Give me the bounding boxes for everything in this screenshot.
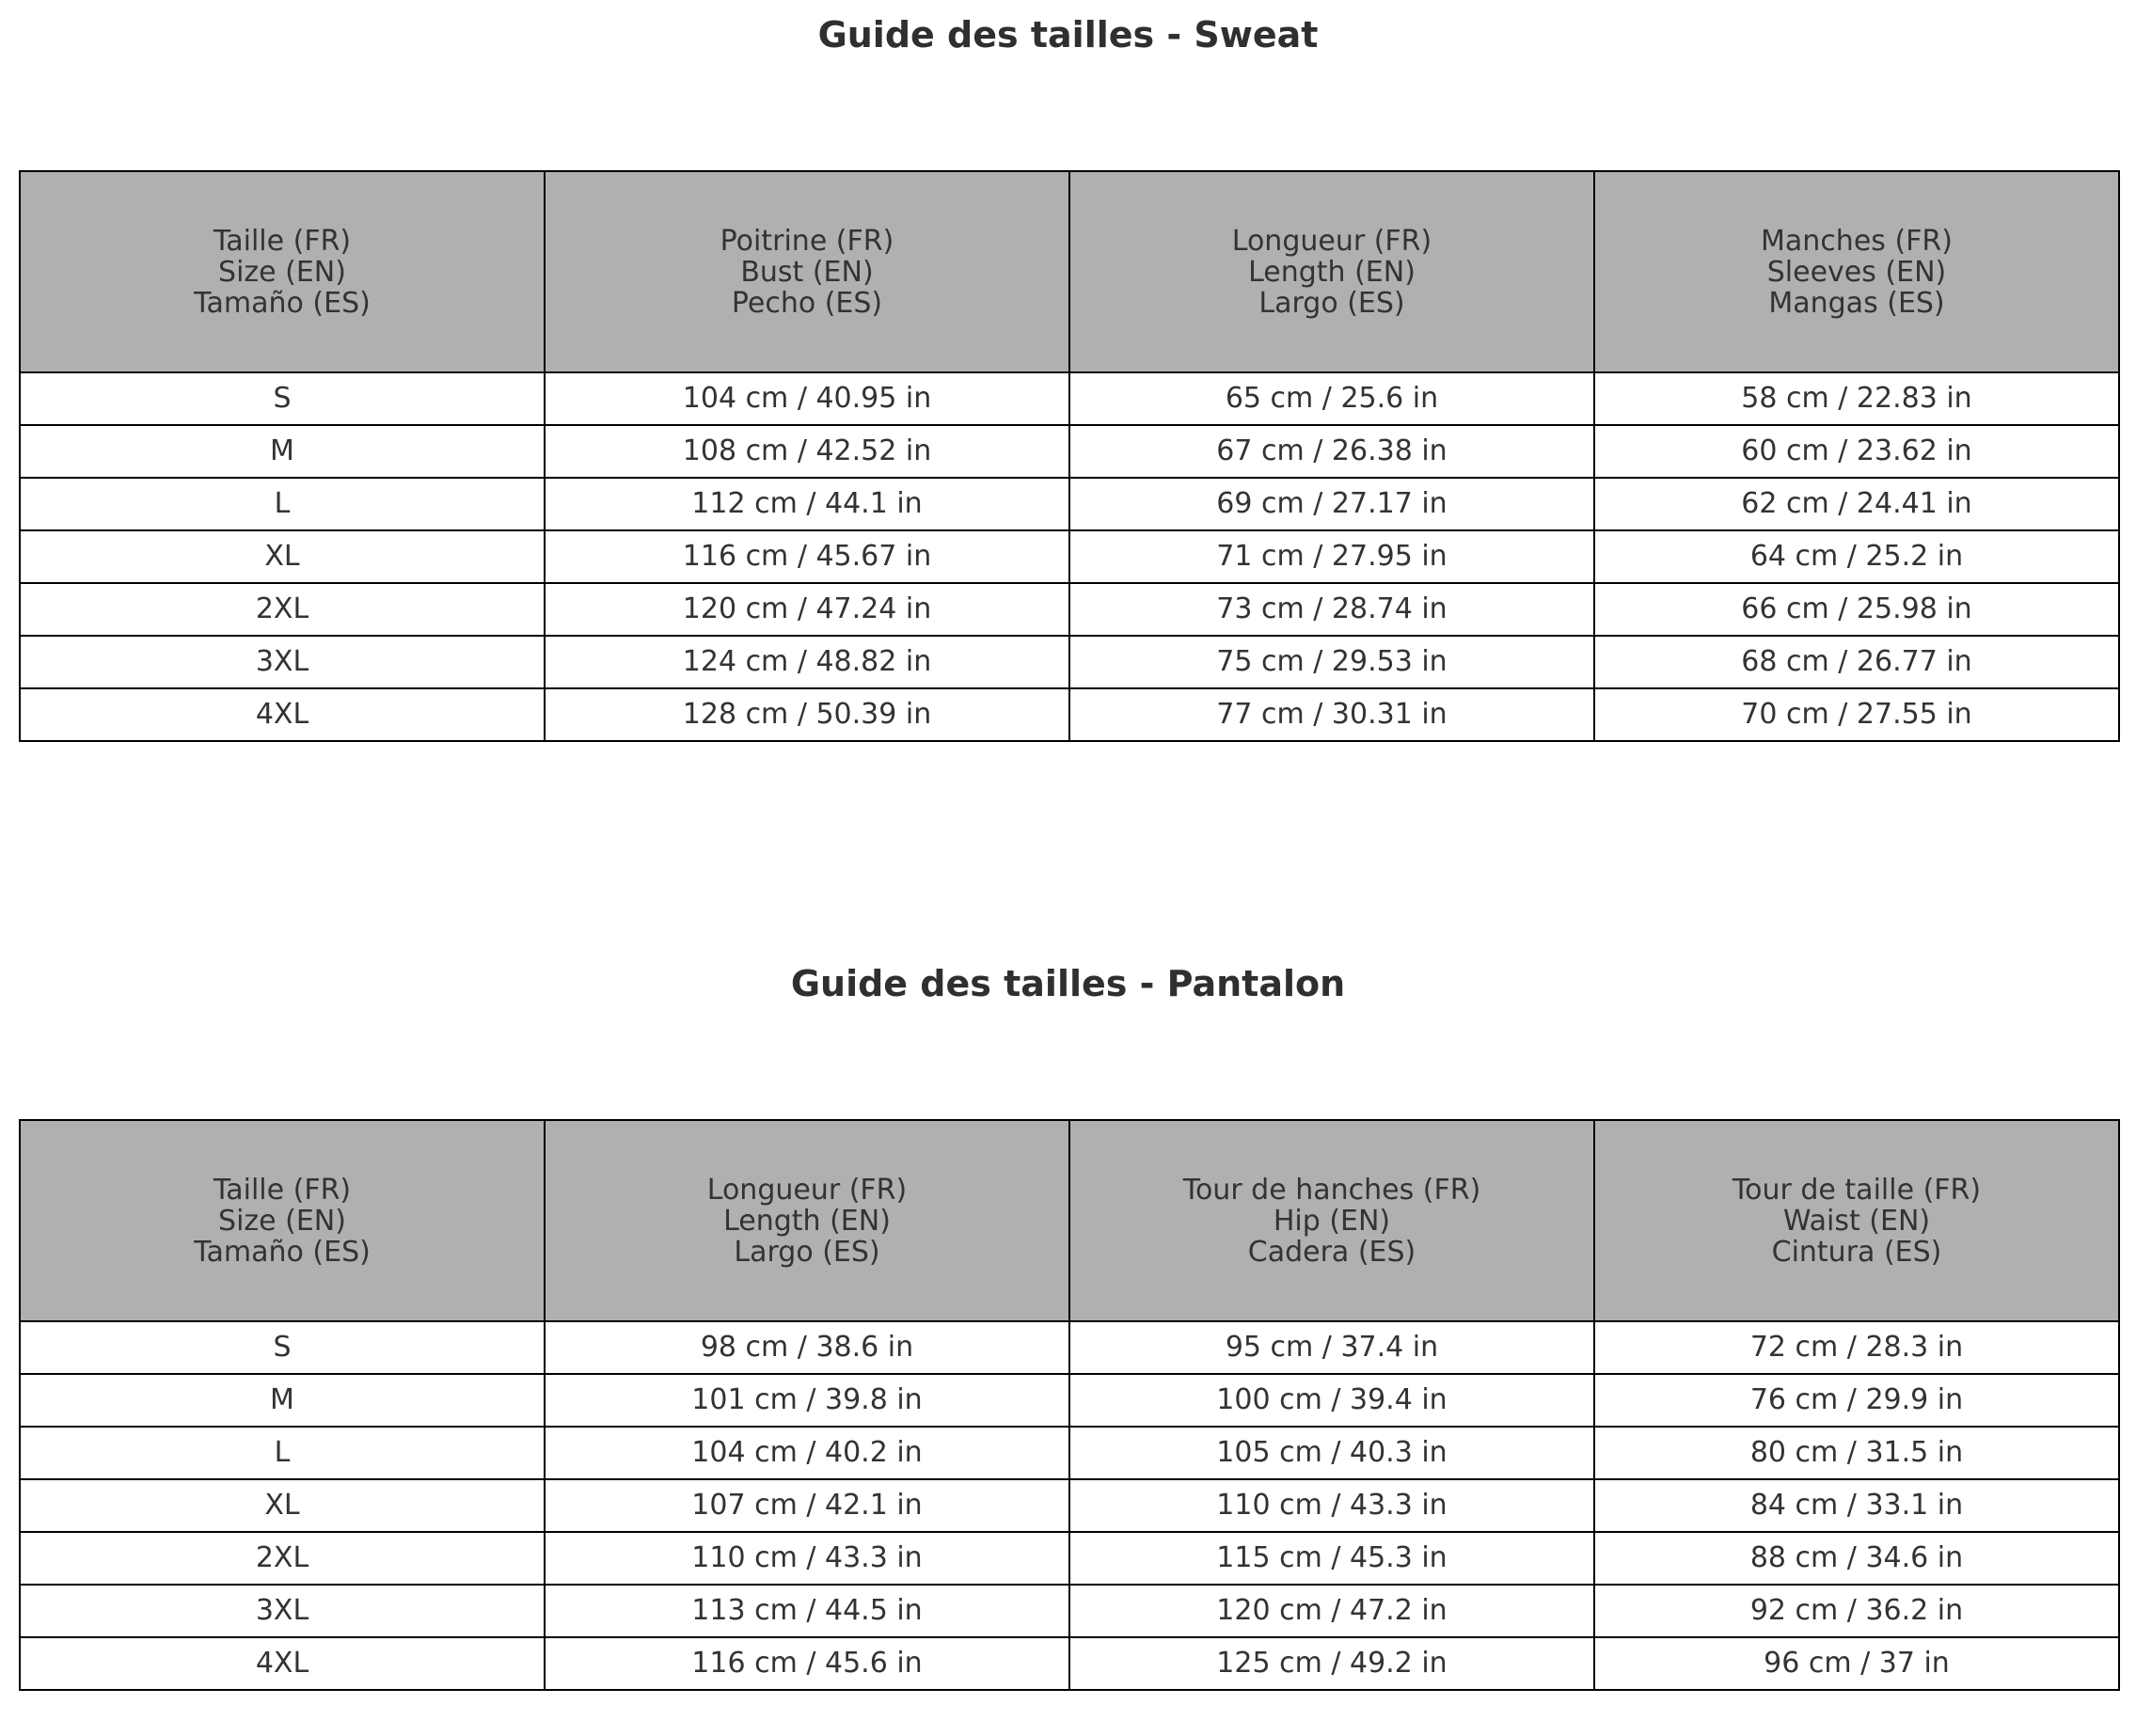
- measurement-cell: 110 cm / 43.3 in: [545, 1532, 1069, 1585]
- measurement-cell: 105 cm / 40.3 in: [1069, 1427, 1594, 1479]
- measurement-cell: 116 cm / 45.6 in: [545, 1637, 1069, 1690]
- measurement-cell: 128 cm / 50.39 in: [545, 688, 1069, 741]
- table-row: [20, 1637, 2119, 1690]
- measurement-cell: 116 cm / 45.67 in: [545, 530, 1069, 583]
- measurement-cell: 68 cm / 26.77 in: [1594, 636, 2119, 688]
- measurement-cell: 120 cm / 47.24 in: [545, 583, 1069, 636]
- measurement-cell: 71 cm / 27.95 in: [1069, 530, 1594, 583]
- size-cell: 2XL: [20, 1532, 545, 1585]
- table-row: [20, 425, 2119, 478]
- table-row: [20, 636, 2119, 688]
- column-header-line: Poitrine (FR): [720, 224, 894, 258]
- column-header-line: Cintura (ES): [1771, 1235, 1942, 1269]
- pantalon-table-title: Guide des tailles - Pantalon: [790, 963, 1346, 1004]
- table-row: [20, 688, 2119, 741]
- measurement-cell: 92 cm / 36.2 in: [1594, 1585, 2119, 1637]
- size-cell: 4XL: [20, 1637, 545, 1690]
- table-row: [20, 1427, 2119, 1479]
- column-header-line: Bust (EN): [740, 255, 874, 289]
- column-header-line: Length (EN): [1248, 255, 1416, 289]
- size-cell: 3XL: [20, 636, 545, 688]
- column-header-line: Hip (EN): [1273, 1204, 1391, 1238]
- column-header: [20, 1120, 545, 1321]
- column-header: [1069, 1120, 1594, 1321]
- column-header: [1069, 171, 1594, 372]
- measurement-cell: 60 cm / 23.62 in: [1594, 425, 2119, 478]
- measurement-cell: 84 cm / 33.1 in: [1594, 1479, 2119, 1532]
- column-header-line: Largo (ES): [1258, 286, 1405, 320]
- measurement-cell: 104 cm / 40.95 in: [545, 372, 1069, 425]
- measurement-cell: 62 cm / 24.41 in: [1594, 478, 2119, 530]
- measurement-cell: 70 cm / 27.55 in: [1594, 688, 2119, 741]
- measurement-cell: 108 cm / 42.52 in: [545, 425, 1069, 478]
- column-header: [1594, 1120, 2119, 1321]
- measurement-cell: 110 cm / 43.3 in: [1069, 1479, 1594, 1532]
- header-row: [20, 1120, 2119, 1321]
- column-header-line: Tour de hanches (FR): [1182, 1173, 1481, 1207]
- measurement-cell: 58 cm / 22.83 in: [1594, 372, 2119, 425]
- table-row: [20, 1532, 2119, 1585]
- column-header-line: Manches (FR): [1761, 224, 1953, 258]
- measurement-cell: 112 cm / 44.1 in: [545, 478, 1069, 530]
- measurement-cell: 65 cm / 25.6 in: [1069, 372, 1594, 425]
- size-cell: 2XL: [20, 583, 545, 636]
- table-row: [20, 583, 2119, 636]
- measurement-cell: 101 cm / 39.8 in: [545, 1374, 1069, 1427]
- measurement-cell: 120 cm / 47.2 in: [1069, 1585, 1594, 1637]
- column-header-line: Tamaño (ES): [194, 1235, 371, 1269]
- size-cell: M: [20, 425, 545, 478]
- size-cell: M: [20, 1374, 545, 1427]
- size-cell: L: [20, 1427, 545, 1479]
- size-cell: XL: [20, 1479, 545, 1532]
- table-row: [20, 1321, 2119, 1374]
- table-row: [20, 1479, 2119, 1532]
- column-header-line: Cadera (ES): [1247, 1235, 1416, 1269]
- size-cell: S: [20, 1321, 545, 1374]
- measurement-cell: 88 cm / 34.6 in: [1594, 1532, 2119, 1585]
- measurement-cell: 98 cm / 38.6 in: [545, 1321, 1069, 1374]
- table-row: [20, 372, 2119, 425]
- column-header-line: Longueur (FR): [1231, 224, 1432, 258]
- measurement-cell: 107 cm / 42.1 in: [545, 1479, 1069, 1532]
- measurement-cell: 64 cm / 25.2 in: [1594, 530, 2119, 583]
- measurement-cell: 113 cm / 44.5 in: [545, 1585, 1069, 1637]
- sweat-table-title: Guide des tailles - Sweat: [817, 14, 1319, 55]
- measurement-cell: 96 cm / 37 in: [1594, 1637, 2119, 1690]
- column-header-line: Mangas (ES): [1768, 286, 1945, 320]
- column-header-line: Size (EN): [218, 1204, 346, 1238]
- measurement-cell: 67 cm / 26.38 in: [1069, 425, 1594, 478]
- measurement-cell: 80 cm / 31.5 in: [1594, 1427, 2119, 1479]
- size-cell: 4XL: [20, 688, 545, 741]
- column-header: [20, 171, 545, 372]
- table-row: [20, 530, 2119, 583]
- measurement-cell: 77 cm / 30.31 in: [1069, 688, 1594, 741]
- column-header-line: Size (EN): [218, 255, 346, 289]
- measurement-cell: 95 cm / 37.4 in: [1069, 1321, 1594, 1374]
- measurement-cell: 76 cm / 29.9 in: [1594, 1374, 2119, 1427]
- column-header-line: Taille (FR): [213, 224, 352, 258]
- size-cell: 3XL: [20, 1585, 545, 1637]
- column-header: [545, 171, 1069, 372]
- size-cell: S: [20, 372, 545, 425]
- size-cell: XL: [20, 530, 545, 583]
- column-header: [1594, 171, 2119, 372]
- measurement-cell: 125 cm / 49.2 in: [1069, 1637, 1594, 1690]
- pantalon-size-table: [19, 1119, 2120, 1691]
- column-header-line: Sleeves (EN): [1766, 255, 1947, 289]
- column-header-line: Taille (FR): [213, 1173, 352, 1207]
- column-header-line: Length (EN): [723, 1204, 891, 1238]
- column-header-line: Waist (EN): [1782, 1204, 1931, 1238]
- table-row: [20, 1374, 2119, 1427]
- measurement-cell: 66 cm / 25.98 in: [1594, 583, 2119, 636]
- size-cell: L: [20, 478, 545, 530]
- measurement-cell: 124 cm / 48.82 in: [545, 636, 1069, 688]
- header-row: [20, 171, 2119, 372]
- measurement-cell: 73 cm / 28.74 in: [1069, 583, 1594, 636]
- column-header-line: Longueur (FR): [706, 1173, 908, 1207]
- measurement-cell: 100 cm / 39.4 in: [1069, 1374, 1594, 1427]
- column-header-line: Tamaño (ES): [194, 286, 371, 320]
- column-header-line: Largo (ES): [734, 1235, 880, 1269]
- measurement-cell: 115 cm / 45.3 in: [1069, 1532, 1594, 1585]
- measurement-cell: 72 cm / 28.3 in: [1594, 1321, 2119, 1374]
- measurement-cell: 75 cm / 29.53 in: [1069, 636, 1594, 688]
- table-row: [20, 478, 2119, 530]
- column-header-line: Tour de taille (FR): [1732, 1173, 1982, 1207]
- column-header: [545, 1120, 1069, 1321]
- sweat-size-table: [19, 170, 2120, 742]
- column-header-line: Pecho (ES): [731, 286, 883, 320]
- measurement-cell: 69 cm / 27.17 in: [1069, 478, 1594, 530]
- table-row: [20, 1585, 2119, 1637]
- measurement-cell: 104 cm / 40.2 in: [545, 1427, 1069, 1479]
